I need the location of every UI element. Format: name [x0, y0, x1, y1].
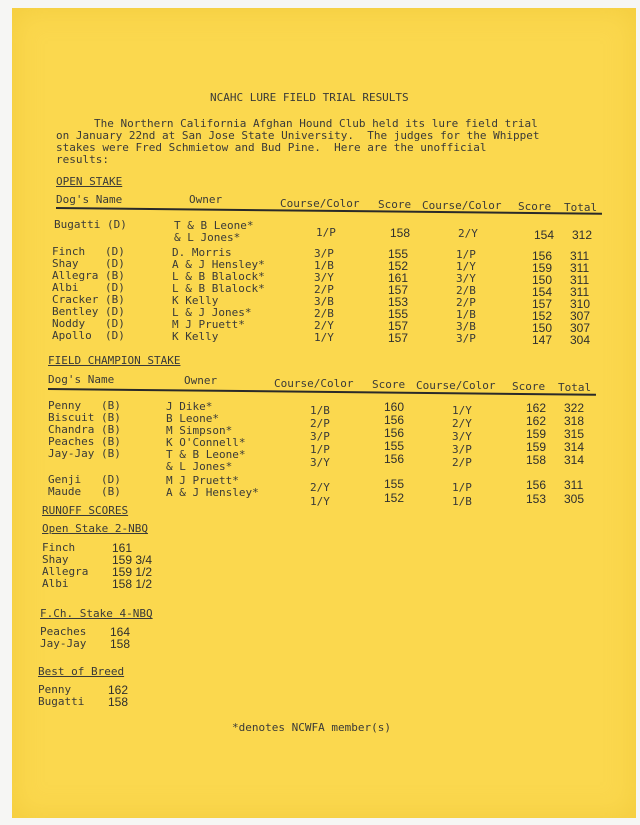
champ-row-course2: 1/Y	[452, 404, 472, 417]
open-row-total: 307	[570, 321, 591, 335]
champ-row-dog: Genji (D)	[48, 473, 121, 486]
open-row-dog: Apollo (D)	[52, 329, 125, 342]
open-row-owner: L & B Blalock*	[172, 270, 265, 283]
open-row-score2: 150	[532, 321, 553, 335]
champ-row-score1: 156	[384, 426, 405, 440]
champ-row-dog: Maude (B)	[48, 485, 121, 498]
open-row-owner: T & B Leone*	[174, 219, 254, 232]
open-row-course2: 3/B	[456, 320, 476, 333]
champ-row-owner-cont: & L Jones*	[166, 460, 233, 473]
champ-row-course2: 2/Y	[452, 417, 472, 430]
open-row-score1: 161	[388, 271, 409, 285]
open-header-course1: Course/Color	[280, 197, 360, 210]
runoff-open-row-score: 159 1/2	[112, 565, 153, 579]
runoff-open-row-dog: Finch	[42, 541, 76, 554]
champ-row-owner: M J Pruett*	[166, 474, 239, 487]
open-row-course1: 3/Y	[314, 271, 334, 284]
champ-header-course2: Course/Color	[416, 379, 496, 392]
open-header-score2: Score	[518, 200, 552, 213]
best-row-score: 158	[108, 695, 129, 709]
champ-row-course1: 1/Y	[310, 495, 330, 508]
best-row-score: 162	[108, 683, 129, 697]
champ-row-total: 322	[564, 401, 585, 415]
champ-row-score1: 156	[384, 452, 405, 466]
runoff-open-title: Open Stake 2-NBQ	[42, 522, 148, 535]
open-row-score1: 153	[388, 295, 409, 309]
champ-header-course1: Course/Color	[274, 377, 354, 390]
open-row-course1: 1/P	[316, 226, 336, 239]
open-row-course1: 2/B	[314, 307, 334, 320]
champ-row-owner: K O'Connell*	[166, 436, 246, 449]
open-row-course1: 3/P	[314, 247, 334, 260]
open-row-score1: 157	[388, 283, 409, 297]
open-row-score2: 152	[532, 309, 553, 323]
champ-row-score1: 155	[384, 477, 405, 491]
champ-row-course2: 1/B	[452, 495, 472, 508]
document-title: NCAHC LURE FIELD TRIAL RESULTS	[210, 91, 409, 104]
open-row-score2: 157	[532, 297, 553, 311]
open-row-total: 307	[570, 309, 591, 323]
open-row-dog: Bugatti (D)	[54, 218, 127, 231]
champ-row-total: 314	[564, 440, 585, 454]
open-row-course2: 2/P	[456, 296, 476, 309]
champ-row-course1: 3/P	[310, 430, 330, 443]
runoff-champ-row-dog: Jay-Jay	[40, 637, 87, 650]
champ-row-course1: 2/Y	[310, 481, 330, 494]
runoff-champ-row-score: 158	[110, 637, 131, 651]
open-row-total: 311	[570, 285, 590, 299]
open-row-score2: 156	[532, 249, 553, 263]
champ-row-course1: 2/P	[310, 417, 330, 430]
open-row-score1: 152	[388, 259, 409, 273]
open-header-dog: Dog's Name	[56, 193, 123, 206]
open-row-score1: 155	[388, 247, 409, 261]
champ-row-score1: 160	[384, 400, 405, 414]
open-row-total: 311	[570, 249, 590, 263]
open-row-owner: L & J Jones*	[172, 306, 252, 319]
champ-header-owner: Owner	[184, 374, 218, 387]
champ-row-course2: 3/P	[452, 443, 472, 456]
open-row-owner: K Kelly	[172, 330, 219, 343]
open-row-course2: 1/B	[456, 308, 476, 321]
runoff-champ-row-score: 164	[110, 625, 131, 639]
champ-row-course2: 3/Y	[452, 430, 472, 443]
open-row-owner: D. Morris	[172, 246, 232, 259]
champ-row-owner: J Dike*	[166, 400, 213, 413]
open-header-total: Total	[564, 201, 598, 214]
champ-row-course2: 2/P	[452, 456, 472, 469]
intro-line-3: stakes were Fred Schmietow and Bud Pine. Here are the unofficial	[56, 141, 487, 154]
open-row-course2: 2/B	[456, 284, 476, 297]
best-row-dog: Bugatti	[38, 695, 85, 708]
open-row-score2: 154	[534, 228, 555, 242]
open-row-total: 310	[570, 297, 591, 311]
open-row-dog: Noddy (D)	[52, 317, 125, 330]
open-row-total: 304	[570, 333, 591, 347]
champ-row-score2: 162	[526, 414, 547, 428]
runoff-open-row-dog: Albi	[42, 577, 69, 590]
champ-row-score1: 152	[384, 491, 405, 505]
open-row-score2: 154	[532, 285, 553, 299]
open-row-course2: 3/P	[456, 332, 476, 345]
open-stake-title: OPEN STAKE	[56, 175, 123, 188]
open-row-total: 312	[572, 228, 593, 242]
champ-row-course1: 1/P	[310, 443, 330, 456]
open-row-course1: 2/P	[314, 283, 334, 296]
open-row-owner: M J Pruett*	[172, 318, 245, 331]
open-row-dog: Finch (D)	[52, 245, 125, 258]
open-header-course2: Course/Color	[422, 199, 502, 212]
paper-sheet	[12, 8, 636, 818]
open-row-owner-cont: & L Jones*	[174, 231, 241, 244]
champ-row-total: 314	[564, 453, 585, 467]
champ-row-score1: 156	[384, 413, 405, 427]
champ-row-dog: Jay-Jay (B)	[48, 447, 121, 460]
open-row-owner: A & J Hensley*	[172, 258, 265, 271]
open-row-owner: K Kelly	[172, 294, 219, 307]
champ-row-owner: B Leone*	[166, 412, 219, 425]
champ-row-dog: Peaches (B)	[48, 435, 121, 448]
champ-row-course1: 3/Y	[310, 456, 330, 469]
champ-row-owner: T & B Leone*	[166, 448, 246, 461]
champ-row-dog: Penny (B)	[48, 399, 121, 412]
intro-line-1: The Northern California Afghan Hound Club held its lure field trial	[94, 117, 538, 130]
open-row-course2: 1/P	[456, 248, 476, 261]
runoff-open-row-score: 159 3/4	[112, 553, 153, 567]
open-row-score1: 157	[388, 331, 409, 345]
champ-row-total: 315	[564, 427, 585, 441]
champ-row-dog: Biscuit (B)	[48, 411, 121, 424]
open-row-dog: Bentley (D)	[52, 305, 125, 318]
open-row-course1: 1/Y	[314, 331, 334, 344]
open-row-score2: 147	[532, 333, 553, 347]
open-row-course2: 1/Y	[456, 260, 476, 273]
best-of-breed-title: Best of Breed	[38, 665, 125, 678]
runoff-open-row-score: 158 1/2	[112, 577, 153, 591]
champ-row-total: 318	[564, 414, 585, 428]
champ-row-dog: Chandra (B)	[48, 423, 121, 436]
open-row-score2: 150	[532, 273, 553, 287]
open-row-course1: 3/B	[314, 295, 334, 308]
open-row-total: 311	[570, 261, 590, 275]
champ-header-score2: Score	[512, 380, 546, 393]
footnote: *denotes NCWFA member(s)	[232, 721, 391, 734]
champ-row-score2: 159	[526, 427, 547, 441]
open-header-score1: Score	[378, 198, 412, 211]
runoff-open-row-score: 161	[112, 541, 133, 555]
open-row-score1: 158	[390, 226, 411, 240]
open-header-owner: Owner	[189, 193, 223, 206]
champ-row-score2: 159	[526, 440, 547, 454]
open-row-score2: 159	[532, 261, 553, 275]
champ-row-course2: 1/P	[452, 481, 472, 494]
open-row-dog: Shay (D)	[52, 257, 125, 270]
champ-row-owner: M Simpson*	[166, 424, 233, 437]
open-row-total: 311	[570, 273, 590, 287]
champ-header-score1: Score	[372, 378, 406, 391]
champ-row-score2: 153	[526, 492, 547, 506]
champ-header-dog: Dog's Name	[48, 373, 115, 386]
open-row-dog: Albi (D)	[52, 281, 125, 294]
runoff-open-row-dog: Shay	[42, 553, 69, 566]
champion-stake-title: FIELD CHAMPION STAKE	[48, 354, 181, 367]
champ-row-course1: 1/B	[310, 404, 330, 417]
champ-row-owner: A & J Hensley*	[166, 486, 259, 499]
runoff-champ-row-dog: Peaches	[40, 625, 87, 638]
champ-row-total: 311	[564, 478, 584, 492]
open-row-course2: 3/Y	[456, 272, 476, 285]
champ-row-total: 305	[564, 492, 585, 506]
runoff-champion-title: F.Ch. Stake 4-NBQ	[40, 607, 153, 620]
intro-line-2: on January 22nd at San Jose State University. The judges for the Whippet	[56, 129, 540, 142]
runoff-title: RUNOFF SCORES	[42, 504, 129, 517]
open-row-course2: 2/Y	[458, 227, 478, 240]
open-row-course1: 2/Y	[314, 319, 334, 332]
champ-row-score2: 162	[526, 401, 547, 415]
open-row-score1: 155	[388, 307, 409, 321]
champ-row-score2: 156	[526, 478, 547, 492]
open-row-score1: 157	[388, 319, 409, 333]
champ-row-score1: 155	[384, 439, 405, 453]
open-row-course1: 1/B	[314, 259, 334, 272]
intro-line-4: results:	[56, 153, 109, 166]
best-row-dog: Penny	[38, 683, 72, 696]
open-row-owner: L & B Blalock*	[172, 282, 265, 295]
open-row-dog: Cracker (B)	[52, 293, 125, 306]
champ-row-score2: 158	[526, 453, 547, 467]
runoff-open-row-dog: Allegra	[42, 565, 89, 578]
champ-header-total: Total	[558, 381, 592, 394]
open-row-dog: Allegra (B)	[52, 269, 125, 282]
